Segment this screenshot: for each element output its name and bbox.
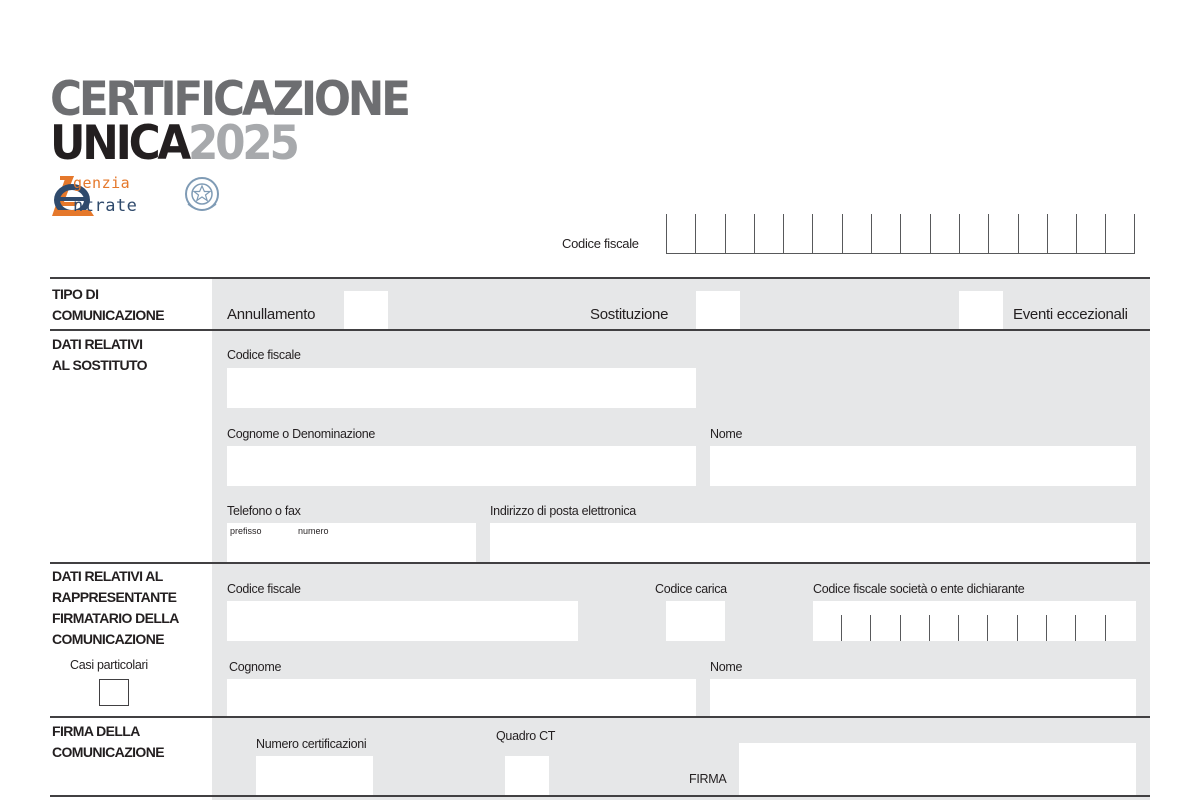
cf-cell[interactable] [725, 214, 754, 253]
annullamento-checkbox[interactable] [344, 291, 388, 329]
section-divider [50, 329, 1150, 331]
sostituto-email-label: Indirizzo di posta elettronica [490, 504, 636, 518]
form-title-certificazione: CERTIFICAZIONE [50, 72, 408, 127]
section-divider [50, 716, 1150, 718]
sostituto-nome-label: Nome [710, 427, 743, 441]
italian-republic-emblem-icon [186, 178, 218, 210]
rappresentante-nome-label: Nome [710, 660, 743, 674]
section-title-tipo-comunicazione: TIPO DI COMUNICAZIONE [52, 286, 164, 323]
annullamento-label: Annullamento [227, 306, 316, 323]
rappresentante-cognome-input[interactable] [227, 679, 696, 716]
casi-particolari-checkbox[interactable] [99, 679, 129, 706]
quadro-ct-input[interactable] [505, 756, 549, 795]
sostituzione-checkbox[interactable] [696, 291, 740, 329]
rappresentante-codice-fiscale-label: Codice fiscale [227, 582, 301, 596]
cf-cell[interactable] [1018, 214, 1047, 253]
section-divider [50, 795, 1150, 797]
logo-text-ntrate: ntrate [73, 196, 138, 216]
cf-cell[interactable] [842, 214, 871, 253]
section-divider [50, 562, 1150, 564]
numero-certificazioni-label: Numero certificazioni [256, 737, 367, 751]
section-title-sostituto: DATI RELATIVI AL SOSTITUTO [52, 336, 147, 373]
section-title-firma: FIRMA DELLA COMUNICAZIONE [52, 723, 164, 760]
eventi-eccezionali-checkbox[interactable] [959, 291, 1003, 329]
codice-carica-label: Codice carica [655, 582, 727, 596]
cf-cell[interactable] [930, 214, 959, 253]
cf-societa-input[interactable] [813, 601, 1136, 641]
cf-cell[interactable] [959, 214, 988, 253]
numero-label: numero [298, 526, 329, 536]
sostituto-cognome-label: Cognome o Denominazione [227, 427, 376, 441]
cf-cell[interactable] [900, 214, 929, 253]
quadro-ct-label: Quadro CT [496, 729, 556, 743]
sostituto-telefono-input[interactable] [227, 523, 476, 562]
cf-societa-label: Codice fiscale società o ente dichiarante [813, 582, 1025, 596]
codice-fiscale-header-label: Codice fiscale [562, 236, 639, 251]
sostituto-codice-fiscale-label: Codice fiscale [227, 348, 301, 362]
rappresentante-cognome-label: Cognome [229, 660, 282, 674]
casi-particolari-label: Casi particolari [70, 658, 148, 672]
codice-fiscale-header-input[interactable] [666, 214, 1135, 254]
rappresentante-codice-fiscale-input[interactable] [227, 601, 578, 641]
cf-cell[interactable] [754, 214, 783, 253]
cf-cell[interactable] [988, 214, 1017, 253]
firma-label: FIRMA [689, 772, 727, 786]
cf-cell[interactable] [695, 214, 724, 253]
sostituzione-label: Sostituzione [590, 306, 669, 323]
sostituto-email-input[interactable] [490, 523, 1136, 562]
codice-carica-input[interactable] [666, 601, 725, 641]
sostituto-telefono-label: Telefono o fax [227, 504, 301, 518]
title-unica-word: UNICA [50, 116, 188, 171]
title-year: 2025 [187, 116, 297, 171]
cf-societa-cell-ticks [841, 615, 1106, 641]
cf-cell[interactable] [1047, 214, 1076, 253]
section-divider [50, 277, 1150, 279]
sostituto-nome-input[interactable] [710, 446, 1136, 486]
cf-cell[interactable] [783, 214, 812, 253]
cf-cell[interactable] [1076, 214, 1105, 253]
rappresentante-nome-input[interactable] [710, 679, 1136, 716]
logo-text-genzia: genzia [73, 174, 131, 192]
numero-certificazioni-input[interactable] [256, 756, 373, 795]
prefisso-label: prefisso [230, 526, 262, 536]
sostituto-codice-fiscale-input[interactable] [227, 368, 696, 408]
firma-signature-field[interactable] [739, 743, 1136, 795]
section-title-rappresentante: DATI RELATIVI AL RAPPRESENTANTE FIRMATARIO DELLA COMUNICAZIONE [52, 568, 179, 647]
cf-cell[interactable] [812, 214, 841, 253]
cf-cell[interactable] [1105, 214, 1134, 253]
cf-cell[interactable] [666, 214, 695, 253]
cf-cell[interactable] [871, 214, 900, 253]
form-title-unica [50, 118, 297, 170]
eventi-eccezionali-label: Eventi eccezionali [1013, 306, 1128, 323]
sostituto-cognome-input[interactable] [227, 446, 696, 486]
